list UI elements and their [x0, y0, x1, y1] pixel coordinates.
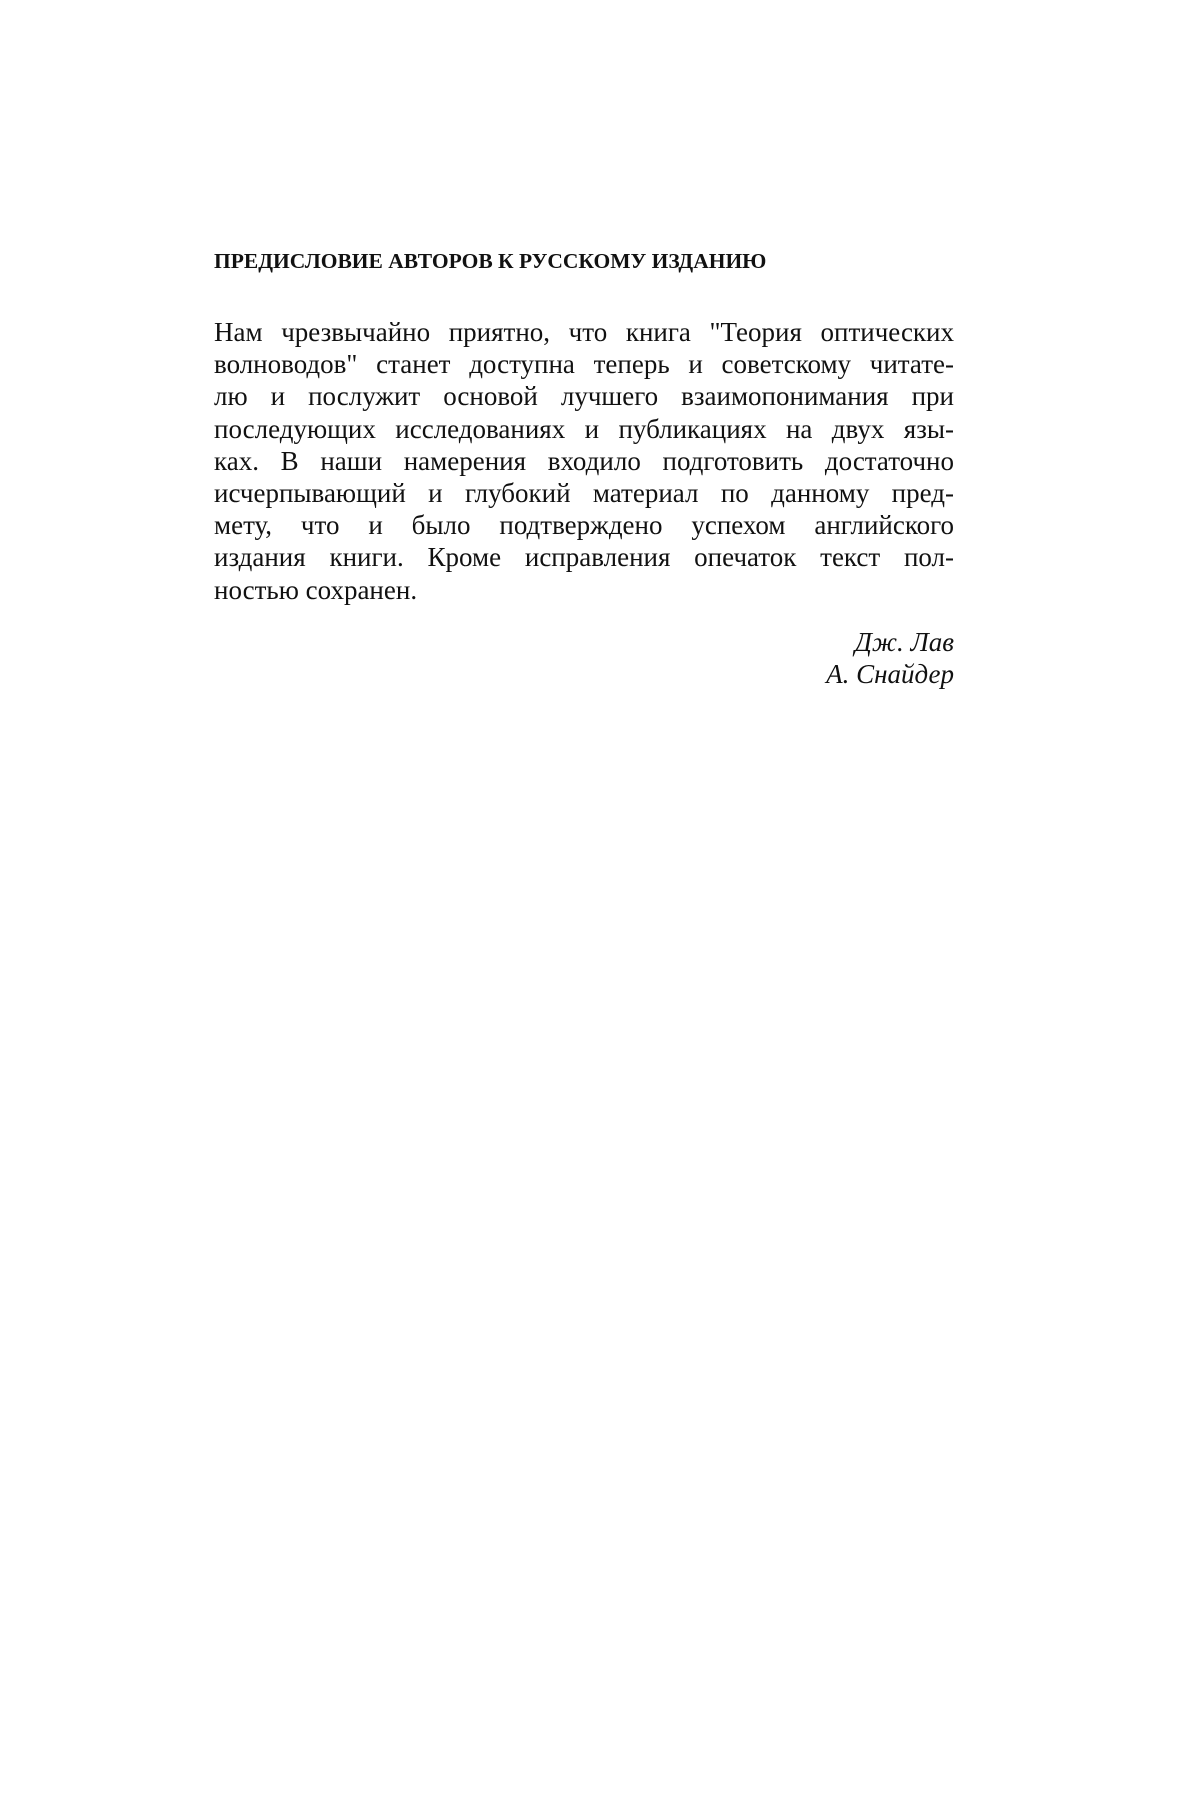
- author-signatures: [214, 626, 954, 690]
- paragraph-line: последующих исследованиях и публикациях на двух язы-: [214, 413, 954, 444]
- paragraph-line: лю и послужит основой лучшего взаимопонимания при: [214, 381, 954, 412]
- paragraph-line: издания книги. Кроме исправления опечаток текст пол-: [214, 542, 954, 573]
- author-name: Дж. Лав: [854, 626, 954, 657]
- paragraph-line: волноводов" станет доступна теперь и советскому читате-: [214, 349, 954, 380]
- paragraph-line: мету, что и было подтверждено успехом английского: [214, 510, 954, 541]
- preface-heading: ПРЕДИСЛОВИЕ АВТОРОВ К РУССКОМУ ИЗДАНИЮ: [214, 249, 767, 273]
- preface-paragraph: [214, 316, 954, 606]
- paragraph-line: Нам чрезвычайно приятно, что книга "Теория оптических: [214, 317, 954, 347]
- author-name: А. Снайдер: [826, 658, 954, 689]
- preface-block: [214, 246, 954, 690]
- paragraph-line: ках. В наши намерения входило подготовить достаточно: [214, 445, 954, 476]
- paragraph-line: исчерпывающий и глубокий материал по данному пред-: [214, 477, 954, 508]
- paragraph-line: ностью сохранен.: [214, 574, 418, 605]
